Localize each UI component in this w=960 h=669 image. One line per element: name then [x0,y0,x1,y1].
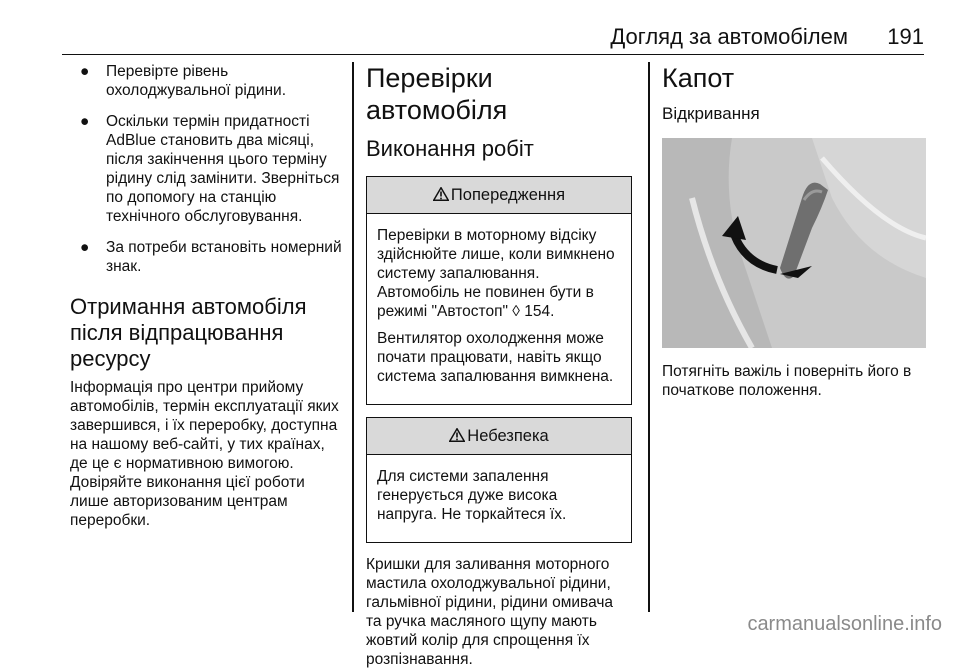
bullet-dot-icon: ● [80,63,90,80]
hood-release-lever-illustration [662,138,926,348]
page-number: 191 [887,24,924,49]
warning-box-title: Попередження [450,186,566,204]
bullet-text: Оскільки термін придатності AdBlue становить два місяці, після закінчення цього терміну рідину слід замінити. Зверніться по допомогу на станцію технічного обслуговування. [106,113,340,225]
opening-subheading: Відкривання [662,104,760,123]
page-title: Догляд за автомобілем [610,24,848,49]
column-middle [366,62,632,669]
bullet-list [70,62,342,276]
page-header [62,22,924,55]
column-left [70,62,342,530]
warning-box-header [367,177,631,214]
hood-heading: Капот [662,63,735,93]
warning-paragraph: Вентилятор охолодження може почати працювати, навіть якщо система запалювання вимкнена. [377,330,614,385]
watermark: carmanualsonline.info [747,613,942,635]
column-divider-2 [648,62,650,612]
danger-box-title: Небезпека [467,427,549,445]
danger-paragraph: Для системи запалення генерується дуже висока напруга. Не торкайтеся їх. [377,468,567,523]
warning-box [366,176,632,405]
section-title: Отримання автомобіля після відпрацювання ресурсу [70,294,307,371]
hood-lever-image-icon [662,138,926,348]
danger-box [366,417,632,543]
column-divider-1 [352,62,354,612]
illustration-caption: Потягніть важіль і поверніть його в початкове положення. [662,363,912,399]
warning-triangle-icon [449,428,465,442]
bullet-text: За потреби встановіть номерний знак. [106,239,342,275]
danger-box-header [367,418,631,455]
middle-body-text: Кришки для заливання моторного мастила охолоджувальної рідини, гальмівної рідини, рідини омивача та ручка масляного щупу мають жовтий колір для спрощення їх розпізнавання. [366,556,614,668]
section-body: Інформація про центри прийому автомобілів, термін експлуатації яких завершився, і їх переробку, доступна на нашому веб-сайті, у тих країнах, де це є нормативною вимогою. Довіряйте виконання цієї роботи лише авторизованим центрам переробки. [70,379,339,529]
bullet-dot-icon: ● [80,113,90,130]
list-item [70,112,342,226]
warning-triangle-icon [433,187,449,201]
bullet-dot-icon: ● [80,239,90,256]
list-item [70,62,342,100]
warning-paragraph: Перевірки в моторному відсіку здійснюйте лише, коли вимкнено систему запалювання. Автомобіль не повинен бути в режимі "Автостоп" ◊ 154. [377,227,615,320]
list-item [70,238,342,276]
column-right [662,62,926,400]
bullet-text: Перевірте рівень охолоджувальної рідини. [106,63,287,99]
main-heading: Перевірки автомобіля [366,63,508,125]
sub-heading: Виконання робіт [366,136,534,161]
